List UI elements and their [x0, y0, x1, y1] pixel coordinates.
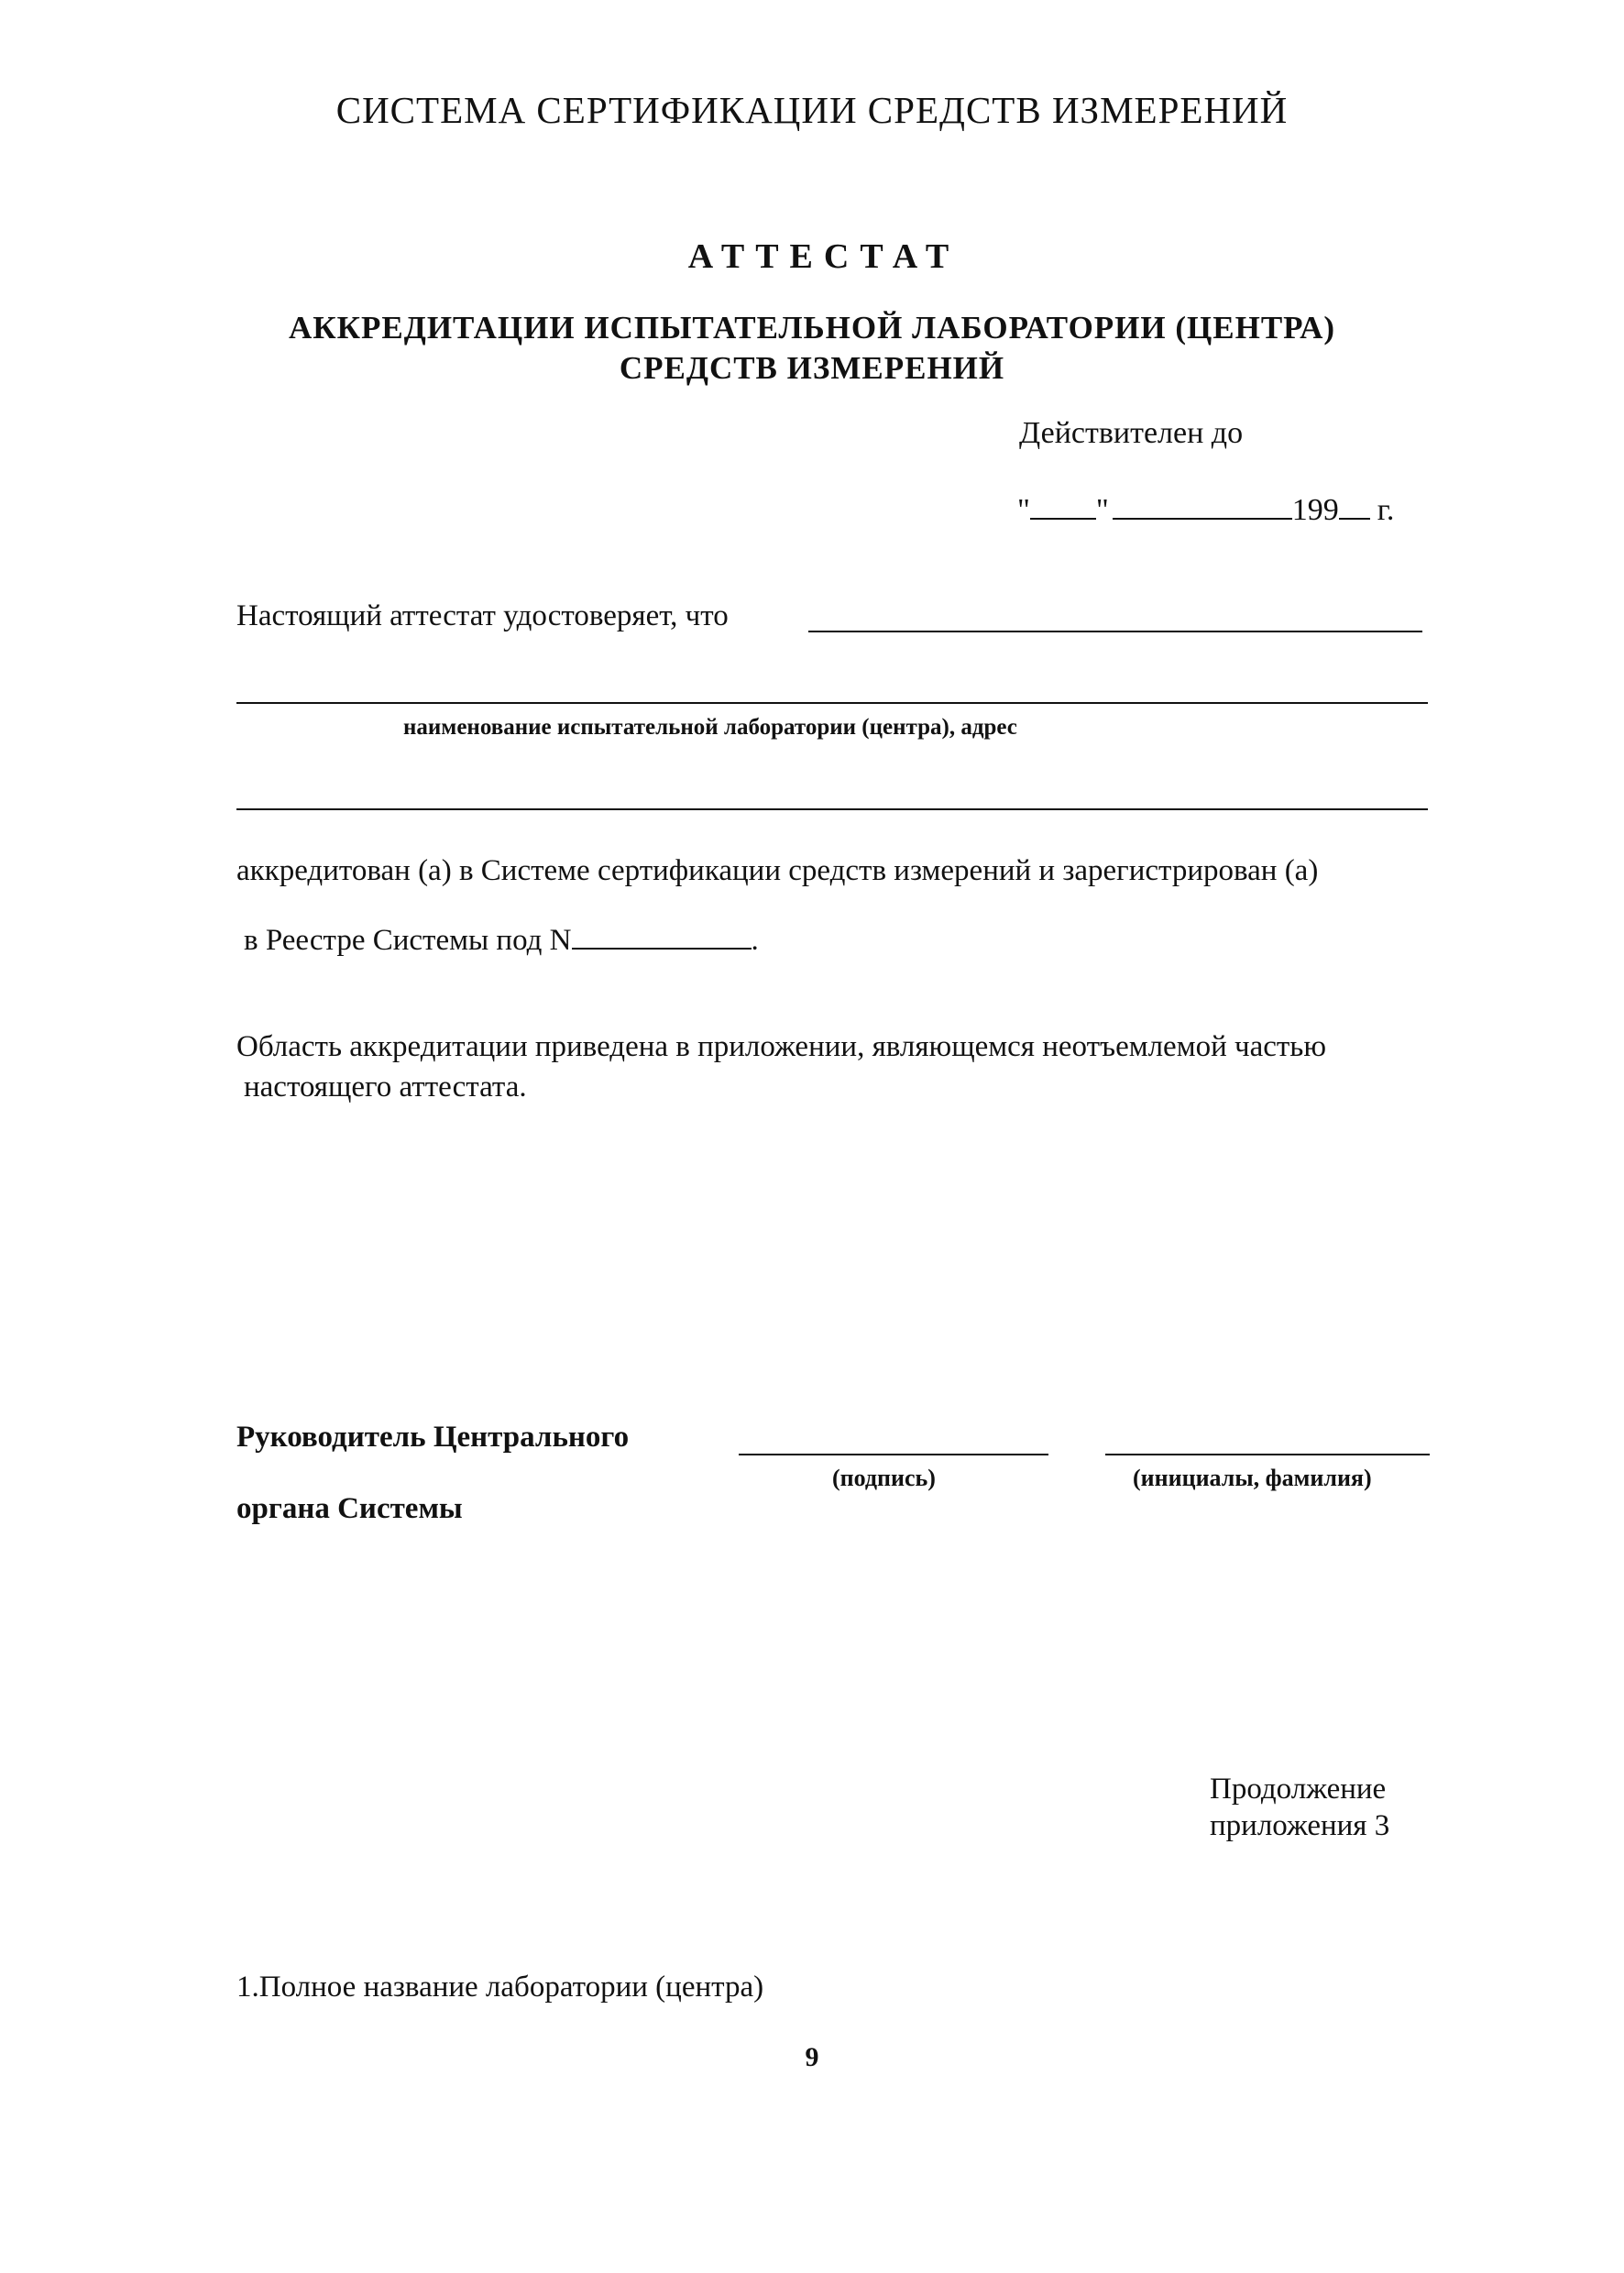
quote-open: " [1017, 493, 1030, 527]
lab-name-blank-line [236, 702, 1428, 704]
year-prefix: 199 [1291, 493, 1339, 527]
subtitle-line-2: СРЕДСТВ ИЗМЕРЕНИЙ [619, 350, 1005, 386]
certifies-text: Настоящий аттестат удостоверяет, что [236, 599, 729, 632]
signatory-role-line-1: Руководитель Центрального [236, 1421, 630, 1454]
registry-text-line [244, 924, 759, 958]
registry-end: . [751, 924, 759, 957]
scope-text-line-1: Область аккредитации приведена в приложении, являющемся неотъемлемой частью [236, 1030, 1327, 1063]
month-blank-line [1113, 517, 1292, 520]
lab-address-blank-line [236, 808, 1428, 810]
signatory-name-blank-line [1105, 1454, 1430, 1455]
document-title: АТТЕСТАТ [687, 237, 960, 276]
quote-close: " [1095, 493, 1109, 527]
valid-until-date [1017, 493, 1394, 528]
signatory-role-line-2: органа Системы [236, 1492, 463, 1525]
item-1-heading: 1.Полное название лаборатории (центра) [236, 1971, 764, 2004]
signatory-name-caption: (инициалы, фамилия) [1133, 1465, 1372, 1491]
continuation-note [1210, 1771, 1389, 1844]
day-blank-line [1030, 517, 1096, 520]
page-number: 9 [805, 2042, 819, 2072]
certifies-blank-line [808, 631, 1422, 632]
year-blank-line [1339, 517, 1370, 520]
system-title: СИСТЕМА СЕРТИФИКАЦИИ СРЕДСТВ ИЗМЕРЕНИЙ [335, 89, 1289, 131]
registry-number-blank-line [572, 947, 752, 950]
subtitle-line-1: АККРЕДИТАЦИИ ИСПЫТАТЕЛЬНОЙ ЛАБОРАТОРИИ (ЦЕНТРА) [288, 310, 1335, 346]
scope-text-line-2: настоящего аттестата. [244, 1071, 527, 1104]
continuation-line-2: приложения 3 [1210, 1809, 1390, 1842]
valid-until-label: Действителен до [1019, 416, 1244, 450]
signature-caption: (подпись) [832, 1465, 936, 1491]
document-subtitle [0, 308, 1624, 389]
accredited-text: аккредитован (а) в Системе сертификации средств измерений и зарегистрирован (а) [236, 854, 1319, 887]
continuation-line-1: Продолжение [1210, 1773, 1387, 1806]
lab-name-caption: наименование испытательной лаборатории (центра), адрес [403, 715, 1017, 740]
registry-text: в Реестре Системы под N [244, 924, 572, 957]
year-suffix: г. [1377, 493, 1395, 527]
signature-blank-line [739, 1454, 1048, 1455]
